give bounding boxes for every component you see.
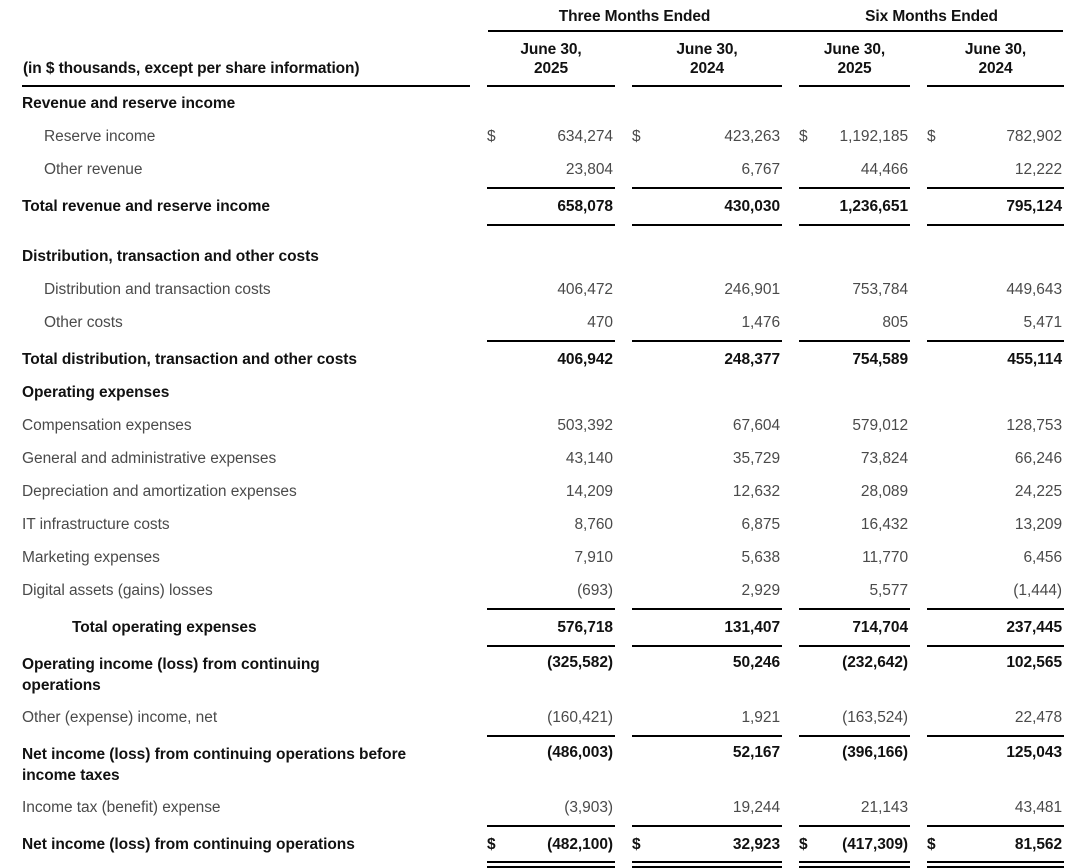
row-value: (3,903) [564, 799, 613, 816]
table-row [22, 442, 1064, 475]
table-row [22, 738, 1064, 791]
grand-total-rule [632, 861, 782, 868]
row-value: 125,043 [1006, 744, 1063, 761]
column-header-line2: 2024 [689, 60, 725, 77]
row-value [799, 828, 910, 861]
row-label: Other revenue [44, 161, 143, 178]
row-value: 24,225 [1014, 483, 1063, 500]
row-value: 16,432 [860, 516, 909, 533]
row-value: 795,124 [1006, 198, 1063, 215]
row-value: 6,456 [1023, 549, 1063, 566]
row-value: 5,638 [741, 549, 781, 566]
row-value: 5,577 [869, 582, 909, 599]
row-value: 579,012 [852, 417, 909, 434]
row-label: Total distribution, transaction and other costs [22, 351, 357, 368]
row-value: 12,632 [732, 483, 781, 500]
row-value: 12,222 [1014, 161, 1063, 178]
row-value: 5,471 [1023, 314, 1063, 331]
row-label: Income tax (benefit) expense [22, 799, 221, 816]
row-value: 23,804 [565, 161, 613, 178]
table-row [22, 343, 1064, 376]
value-text: 634,274 [557, 128, 613, 145]
row-value: 43,481 [1014, 799, 1063, 816]
row-value: 19,244 [732, 799, 781, 816]
currency-symbol: $ [632, 836, 641, 853]
row-label: Distribution and transaction costs [44, 281, 271, 298]
row-value: 753,784 [852, 281, 909, 298]
currency-symbol: $ [487, 836, 496, 853]
table-row [22, 120, 1064, 153]
table-row [22, 574, 1064, 607]
row-value: 43,140 [565, 450, 613, 467]
table-row [22, 611, 1064, 644]
row-value [927, 120, 1064, 153]
row-value: 128,753 [1006, 417, 1063, 434]
grand-total-rule-row [22, 861, 1064, 868]
row-value [632, 828, 782, 861]
group-header-row [22, 0, 1064, 29]
row-value: 455,114 [1007, 351, 1063, 368]
column-header-q2-2024 [632, 33, 782, 84]
row-label: Total revenue and reserve income [22, 198, 270, 215]
row-value: 11,770 [862, 549, 909, 566]
value-text: 1,192,185 [839, 128, 909, 145]
row-value: 13,209 [1014, 516, 1063, 533]
value-text: (482,100) [547, 836, 613, 853]
unit-note: (in $ thousands, except per share information) [23, 60, 360, 77]
currency-symbol: $ [927, 128, 936, 145]
column-header-line1: June 30, [823, 41, 886, 58]
currency-symbol: $ [927, 836, 936, 853]
row-label: Marketing expenses [22, 549, 160, 566]
row-value: (325,582) [547, 654, 613, 671]
grand-total-rule [927, 861, 1064, 868]
value-text: 32,923 [732, 836, 781, 853]
value-text: 782,902 [1006, 128, 1063, 145]
table-row [22, 190, 1064, 223]
currency-symbol: $ [799, 128, 808, 145]
currency-symbol: $ [799, 836, 808, 853]
row-label: Depreciation and amortization expenses [22, 483, 297, 500]
row-value: 44,466 [860, 161, 909, 178]
row-value: 503,392 [557, 417, 613, 434]
gap [910, 33, 927, 84]
table-row [22, 376, 1064, 409]
row-value: 470 [587, 314, 613, 331]
column-header-line2: 2025 [533, 60, 569, 77]
row-value: (693) [577, 582, 613, 599]
row-value: 805 [882, 314, 909, 331]
grand-total-rule [799, 861, 910, 868]
row-label: Total operating expenses [72, 619, 257, 636]
row-value: 406,942 [557, 351, 613, 368]
row-value: 449,643 [1006, 281, 1063, 298]
row-value: 6,767 [741, 161, 781, 178]
gap [782, 0, 799, 29]
row-value: 8,760 [574, 516, 613, 533]
row-value: (486,003) [547, 744, 613, 761]
table-row [22, 306, 1064, 339]
row-value: 35,729 [732, 450, 781, 467]
table-row [22, 273, 1064, 306]
group-header-six-months: Six Months Ended [865, 8, 998, 25]
row-label: Revenue and reserve income [22, 95, 236, 112]
row-value: 73,824 [860, 450, 909, 467]
table-row [22, 541, 1064, 574]
row-value [632, 120, 782, 153]
row-value: 658,078 [557, 198, 613, 215]
row-value: 131,407 [724, 619, 781, 636]
row-value: (163,524) [842, 709, 909, 726]
row-value: 50,246 [732, 654, 781, 671]
row-value: 66,246 [1014, 450, 1063, 467]
row-label: Operating income (loss) from continuing operations [22, 656, 320, 694]
row-value [927, 828, 1064, 861]
row-label: Other (expense) income, net [22, 709, 218, 726]
column-header-line1: June 30, [520, 41, 582, 58]
row-label: IT infrastructure costs [22, 516, 170, 533]
row-value: 1,921 [741, 709, 781, 726]
row-value: 28,089 [860, 483, 909, 500]
currency-symbol: $ [632, 128, 641, 145]
row-value: 6,875 [741, 516, 781, 533]
row-value: 102,565 [1006, 654, 1063, 671]
row-label: Other costs [44, 314, 123, 331]
gap [470, 33, 487, 84]
table-row [22, 828, 1064, 861]
spacer-row [22, 227, 1064, 240]
row-label: Operating expenses [22, 384, 170, 401]
row-value: 430,030 [724, 198, 781, 215]
row-value: 2,929 [741, 582, 781, 599]
value-text: (417,309) [842, 836, 909, 853]
date-header-row [22, 33, 1064, 84]
row-value: 67,604 [732, 417, 781, 434]
column-header-h1-2025 [799, 33, 910, 84]
row-label: Distribution, transaction and other costs [22, 248, 319, 265]
row-value: 248,377 [724, 351, 781, 368]
table-row [22, 508, 1064, 541]
row-value: 576,718 [557, 619, 613, 636]
row-label: Reserve income [44, 128, 156, 145]
table-row [22, 87, 1064, 120]
group-header-spacer [22, 0, 470, 29]
row-value: (160,421) [547, 709, 613, 726]
grand-total-rule [487, 861, 615, 868]
table-row [22, 475, 1064, 508]
row-label: Compensation expenses [22, 417, 192, 434]
row-value [487, 828, 615, 861]
table-row [22, 701, 1064, 734]
row-label: Digital assets (gains) losses [22, 582, 213, 599]
row-value: 754,589 [852, 351, 909, 368]
table-row [22, 791, 1064, 824]
row-value: 406,472 [557, 281, 613, 298]
gap [782, 33, 799, 84]
row-value: 246,901 [724, 281, 781, 298]
row-value [487, 120, 615, 153]
row-value: 14,209 [565, 483, 613, 500]
currency-symbol: $ [487, 128, 496, 145]
row-label: General and administrative expenses [22, 450, 277, 467]
table-row [22, 240, 1064, 273]
row-value: 21,143 [860, 799, 909, 816]
value-text: 81,562 [1014, 836, 1063, 853]
table-row [22, 409, 1064, 442]
row-value: 1,236,651 [839, 198, 909, 215]
column-header-line1: June 30, [676, 41, 738, 58]
row-value: 237,445 [1006, 619, 1063, 636]
column-header-q2-2025 [487, 33, 615, 84]
column-header-line2: 2024 [978, 60, 1013, 77]
column-header-line2: 2025 [837, 60, 872, 77]
gap [615, 33, 632, 84]
table-row [22, 153, 1064, 186]
row-value: 7,910 [574, 549, 613, 566]
row-value: 22,478 [1014, 709, 1063, 726]
column-header-line1: June 30, [964, 41, 1027, 58]
table-row [22, 648, 1064, 701]
row-value: (396,166) [842, 744, 909, 761]
row-label: Net income (loss) from continuing operations [22, 836, 355, 853]
row-value: 52,167 [732, 744, 781, 761]
group-header-three-months: Three Months Ended [558, 8, 711, 25]
row-label: Net income (loss) from continuing operations before income taxes [22, 746, 407, 784]
gap [470, 0, 487, 29]
row-value: (232,642) [842, 654, 909, 671]
row-value [799, 120, 910, 153]
row-value: (1,444) [1013, 582, 1063, 599]
column-header-h1-2024 [927, 33, 1064, 84]
financial-table [22, 0, 1064, 868]
row-value: 714,704 [852, 619, 909, 636]
value-text: 423,263 [724, 128, 781, 145]
row-value: 1,476 [741, 314, 781, 331]
